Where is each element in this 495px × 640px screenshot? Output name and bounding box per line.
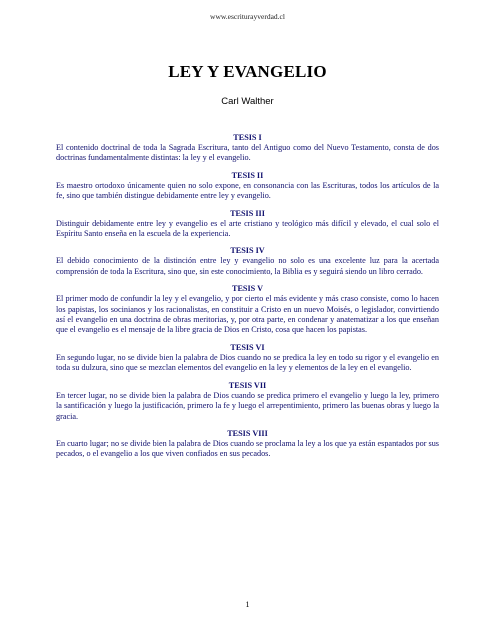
document-body	[56, 133, 439, 467]
page-number: 1	[245, 600, 250, 609]
thesis-text: El primer modo de confundir la ley y el evangelio, y por cierto el más evidente y más craso consiste, como lo hacen los papistas, los socinianos y los racionalistas, en constituir a Cristo en un nuevo Moisés, o legislador, convirtiendo así el evangelio en una doctrina de obras meritorias, y, por otra parte, en condenar y anatematizar a los que enseñan que el evangelio es el mensaje de la libre gracia de Dios en Cristo, cosa que hacen los papistas.	[56, 294, 439, 335]
document-title: LEY Y EVANGELIO	[168, 62, 327, 81]
thesis-section	[56, 429, 439, 460]
thesis-text: Es maestro ortodoxo únicamente quien no solo expone, en consonancia con las Escrituras, todos los artículos de la fe, sino que también distingue debidamente entre ley y evangelio.	[56, 180, 439, 201]
thesis-heading: TESIS IV	[230, 246, 265, 256]
thesis-text: Distinguir debidamente entre ley y evangelio es el arte cristiano y teológico más difícil y elevado, el cual solo el Espíritu Santo enseña en la escuela de la experiencia.	[56, 218, 439, 239]
thesis-section	[56, 133, 439, 164]
thesis-heading: TESIS I	[233, 133, 262, 142]
thesis-heading: TESIS II	[231, 170, 264, 180]
thesis-section	[56, 343, 439, 374]
thesis-heading: TESIS VII	[228, 380, 267, 390]
thesis-section	[56, 209, 439, 240]
thesis-text: En tercer lugar, no se divide bien la palabra de Dios cuando se predica primero el evangelio y luego la ley, primero la santificación y luego la justificación, primero la fe y luego el arrepentimiento, primero las buenas obras y luego la gracia.	[56, 390, 439, 421]
thesis-heading: TESIS III	[230, 208, 265, 218]
thesis-heading: TESIS VI	[230, 342, 265, 352]
document-author: Carl Walther	[221, 96, 274, 107]
thesis-text: El debido conocimiento de la distinción entre ley y evangelio no solo es una excelente luz para la acertada comprensión de toda la Escritura, sino que, sin este conocimiento, la Biblia es y seguirá siendo un libro cerrado.	[56, 256, 439, 276]
thesis-section	[56, 381, 439, 422]
thesis-section	[56, 171, 439, 202]
thesis-section	[56, 284, 439, 336]
thesis-text: En cuarto lugar; no se divide bien la palabra de Dios cuando se proclama la ley a los que ya están espantados por sus pecados, o el evangelio a los que viven confiados en sus pecados.	[56, 438, 439, 459]
thesis-heading: TESIS VIII	[227, 428, 268, 438]
thesis-text: El contenido doctrinal de toda la Sagrada Escritura, tanto del Antiguo como del Nuevo Testamento, consta de dos doctrinas fundamentalmente distintas: la ley y el evangelio.	[56, 143, 439, 163]
thesis-heading: TESIS V	[231, 284, 264, 294]
thesis-text: En segundo lugar, no se divide bien la palabra de Dios cuando no se predica la ley en todo su rigor y el evangelio en toda su dulzura, sino que se mezclan elementos del evangelio en la ley y elementos de la ley en el evangelio.	[56, 352, 439, 373]
header-url[interactable]: www.escriturayverdad.cl	[210, 12, 285, 21]
thesis-section	[56, 246, 439, 277]
